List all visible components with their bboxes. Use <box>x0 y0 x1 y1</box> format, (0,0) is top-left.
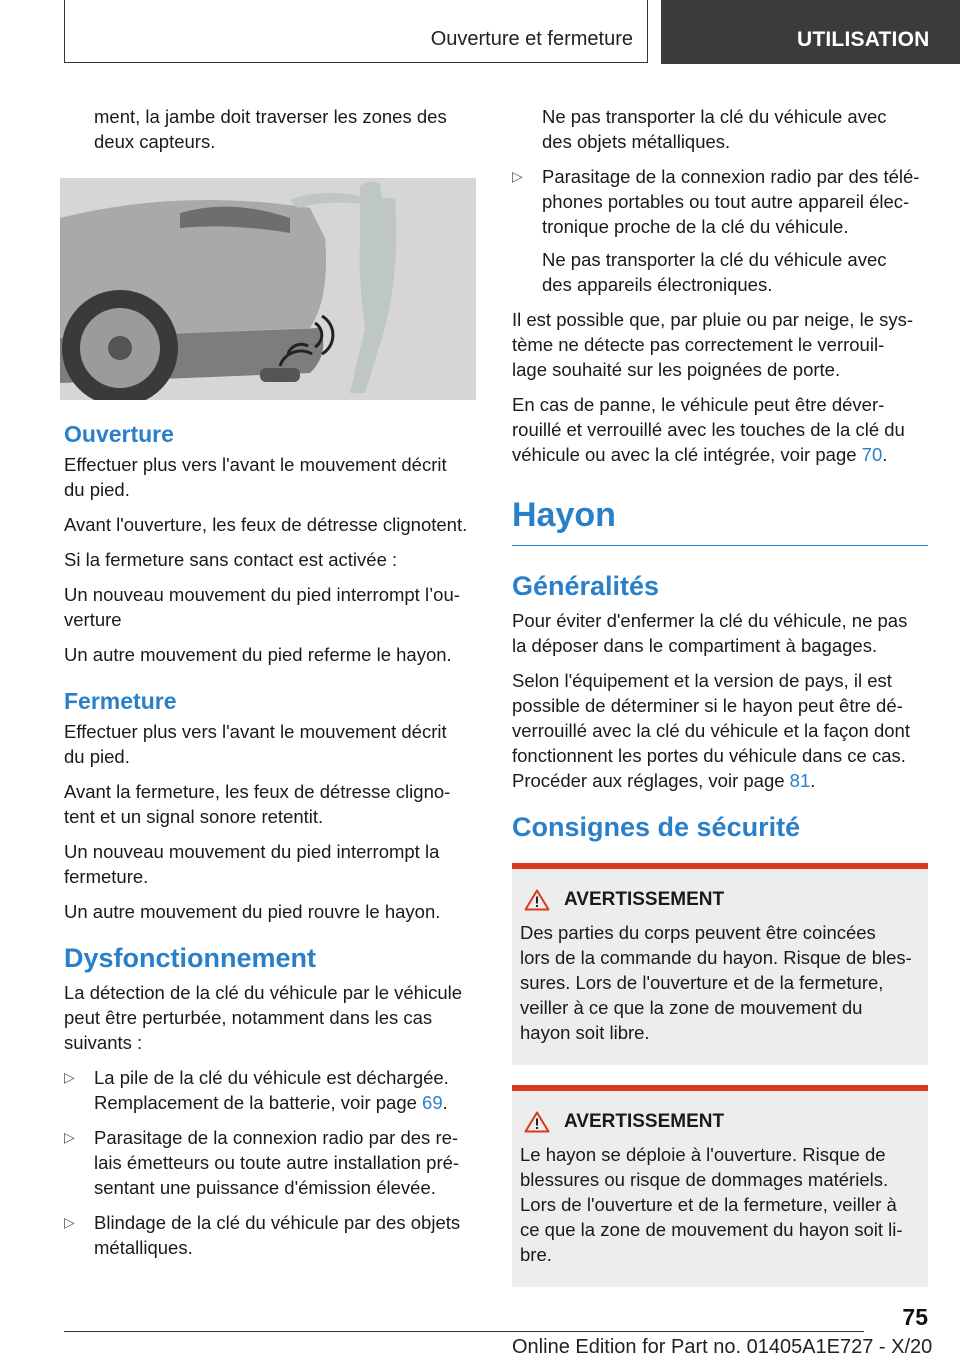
page-link[interactable]: 81 <box>789 770 811 791</box>
right-column <box>512 104 928 1287</box>
ouverture-heading: Ouverture <box>64 421 174 447</box>
header-chapter-tab <box>661 0 960 64</box>
text-line: La pile de la clé du véhicule est déchargée. <box>94 1067 449 1088</box>
fermeture-heading: Fermeture <box>64 688 177 714</box>
text-line: bre. <box>520 1244 552 1265</box>
triangle-right-icon: ▷ <box>64 1069 75 1085</box>
text-line: métalliques. <box>94 1237 193 1258</box>
generalites-paragraph <box>512 608 928 658</box>
header-section-box <box>64 0 648 63</box>
text-line: Avant la fermeture, les feux de détresse cligno‐ <box>64 781 451 802</box>
text-line: la déposer dans le compartiment à bagages. <box>512 635 878 656</box>
text-line: fonctionnent les portes du véhicule dans ce cas. <box>512 745 906 766</box>
dysfonctionnement-heading: Dysfonctionnement <box>64 943 317 973</box>
text-line: sures. Lors de l'ouverture et de la fermeture, <box>520 972 884 993</box>
text-line: tème ne détecte pas correctement le verrouil‐ <box>512 334 885 355</box>
text-line: verture <box>64 609 122 630</box>
left-column <box>64 104 478 1270</box>
warning-label: AVERTISSEMENT <box>564 889 725 910</box>
ouverture-paragraph <box>64 547 478 572</box>
text-line: Effectuer plus vers l'avant le mouvement décrit <box>64 454 447 475</box>
text-line: Si la fermeture sans contact est activée : <box>64 549 398 570</box>
ouverture-paragraph <box>64 642 478 667</box>
punctuation: . <box>882 444 888 465</box>
ouverture-paragraph <box>64 582 478 632</box>
text-line: véhicule ou avec la clé intégrée, voir page <box>512 444 862 465</box>
text-line: des objets métalliques. <box>542 131 731 152</box>
text-line: verrouillé avec la clé du véhicule et la façon dont <box>512 720 910 741</box>
page-link[interactable]: 69 <box>422 1092 443 1113</box>
text-line: En cas de panne, le véhicule peut être déver‐ <box>512 394 885 415</box>
fermeture-paragraph <box>64 839 478 889</box>
text-line: du pied. <box>64 746 130 767</box>
header-chapter-title: UTILISATION <box>797 28 930 51</box>
kick-sensor-illustration <box>60 178 476 400</box>
text-line: Blindage de la clé du véhicule par des objets <box>94 1212 461 1233</box>
text-line: Parasitage de la connexion radio par des re‐ <box>94 1127 459 1148</box>
warning-triangle-icon <box>524 889 550 911</box>
warning-text <box>520 1142 920 1267</box>
warning-triangle-icon <box>524 1111 550 1133</box>
dysfonctionnement-intro <box>64 980 478 1055</box>
intro-paragraph <box>64 104 478 154</box>
text-line: des appareils électroniques. <box>542 274 773 295</box>
text-line: Des parties du corps peuvent être coincées <box>520 922 876 943</box>
text-line: Le hayon se déploie à l'ouverture. Risque de <box>520 1144 886 1165</box>
list-item <box>64 1210 478 1260</box>
text-line: Lors de l'ouverture et de la fermeture, veiller à <box>520 1194 897 1215</box>
text-line: ment, la jambe doit traverser les zones des <box>94 106 447 127</box>
bullet-note <box>542 247 928 297</box>
page-number: 75 <box>902 1304 928 1330</box>
text-line: Ne pas transporter la clé du véhicule avec <box>542 249 887 270</box>
text-line: possible de déterminer si le hayon peut être dé‐ <box>512 695 903 716</box>
text-line: peut être perturbée, notamment dans les cas <box>64 1007 433 1028</box>
consignes-heading: Consignes de sécurité <box>512 812 801 842</box>
text-line: Un autre mouvement du pied rouvre le hayon. <box>64 901 441 922</box>
triangle-right-icon: ▷ <box>512 168 523 184</box>
header-section-title: Ouverture et fermeture <box>430 28 633 50</box>
punctuation: . <box>442 1092 448 1113</box>
triangle-right-icon: ▷ <box>64 1214 75 1230</box>
ouverture-paragraph <box>64 452 478 502</box>
text-line: lage souhaité sur les poignées de porte. <box>512 359 841 380</box>
warning-text <box>520 920 920 1045</box>
fermeture-paragraph <box>64 719 478 769</box>
text-line: Parasitage de la connexion radio par des télé‐ <box>542 166 920 187</box>
text-line: sentant une puissance d'émission élevée. <box>94 1177 436 1198</box>
text-line: Un autre mouvement du pied referme le hayon. <box>64 644 452 665</box>
ouverture-paragraph <box>64 512 478 537</box>
text-line: fermeture. <box>64 866 149 887</box>
text-line: La détection de la clé du véhicule par le véhicule <box>64 982 463 1003</box>
generalites-paragraph <box>512 668 928 793</box>
text-line: rouillé et verrouillé avec les touches de la clé du <box>512 419 905 440</box>
text-line: Un nouveau mouvement du pied interrompt l’ou‐ <box>64 584 460 605</box>
fermeture-paragraph <box>64 779 478 829</box>
text-line: Un nouveau mouvement du pied interrompt la <box>64 841 440 862</box>
text-line: du pied. <box>64 479 130 500</box>
text-line: deux capteurs. <box>94 131 216 152</box>
text-line: Procéder aux réglages, voir page <box>512 770 790 791</box>
list-item <box>64 1065 478 1115</box>
warning-title <box>520 887 920 912</box>
hayon-heading: Hayon <box>512 495 928 546</box>
car-rear-leg-illustration <box>60 178 476 400</box>
text-line: blessures ou risque de dommages matériels. <box>520 1169 889 1190</box>
list-item <box>512 164 928 297</box>
panne-paragraph <box>512 392 928 467</box>
text-line: Selon l'équipement et la version de pays, il est <box>512 670 892 691</box>
triangle-right-icon: ▷ <box>64 1129 75 1145</box>
warning-box <box>512 863 928 1065</box>
text-line: Il est possible que, par pluie ou par neige, le sys‐ <box>512 309 914 330</box>
footer-divider <box>64 1331 864 1332</box>
text-line: Avant l'ouverture, les feux de détresse clignotent. <box>64 514 468 535</box>
text-line: lais émetteurs ou toute autre installation pré‐ <box>94 1152 460 1173</box>
text-line: Pour éviter d'enfermer la clé du véhicule, ne pas <box>512 610 908 631</box>
text-line: Remplacement de la batterie, voir page <box>94 1092 423 1113</box>
generalites-heading: Généralités <box>512 571 660 601</box>
continued-note <box>512 104 928 154</box>
text-line: Effectuer plus vers l'avant le mouvement décrit <box>64 721 447 742</box>
page-link[interactable]: 70 <box>861 444 883 465</box>
warning-label: AVERTISSEMENT <box>564 1111 725 1132</box>
fermeture-paragraph <box>64 899 478 924</box>
text-line: hayon soit libre. <box>520 1022 650 1043</box>
warning-box <box>512 1085 928 1287</box>
warning-title <box>520 1109 920 1134</box>
text-line: suivants : <box>64 1032 143 1053</box>
text-line: veiller à ce que la zone de mouvement du <box>520 997 863 1018</box>
text-line: phones portables ou tout autre appareil élec‐ <box>542 191 910 212</box>
text-line: tronique proche de la clé du véhicule. <box>542 216 849 237</box>
text-line: lors de la commande du hayon. Risque de bles‐ <box>520 947 912 968</box>
text-line: ce que la zone de mouvement du hayon soit li‐ <box>520 1219 903 1240</box>
list-item <box>64 1125 478 1200</box>
text-line: tent et un signal sonore retentit. <box>64 806 324 827</box>
footer-edition: Online Edition for Part no. 01405A1E727 - X/20 <box>512 1336 933 1358</box>
punctuation: . <box>810 770 816 791</box>
body-paragraph <box>512 307 928 382</box>
text-line: Ne pas transporter la clé du véhicule avec <box>542 106 887 127</box>
